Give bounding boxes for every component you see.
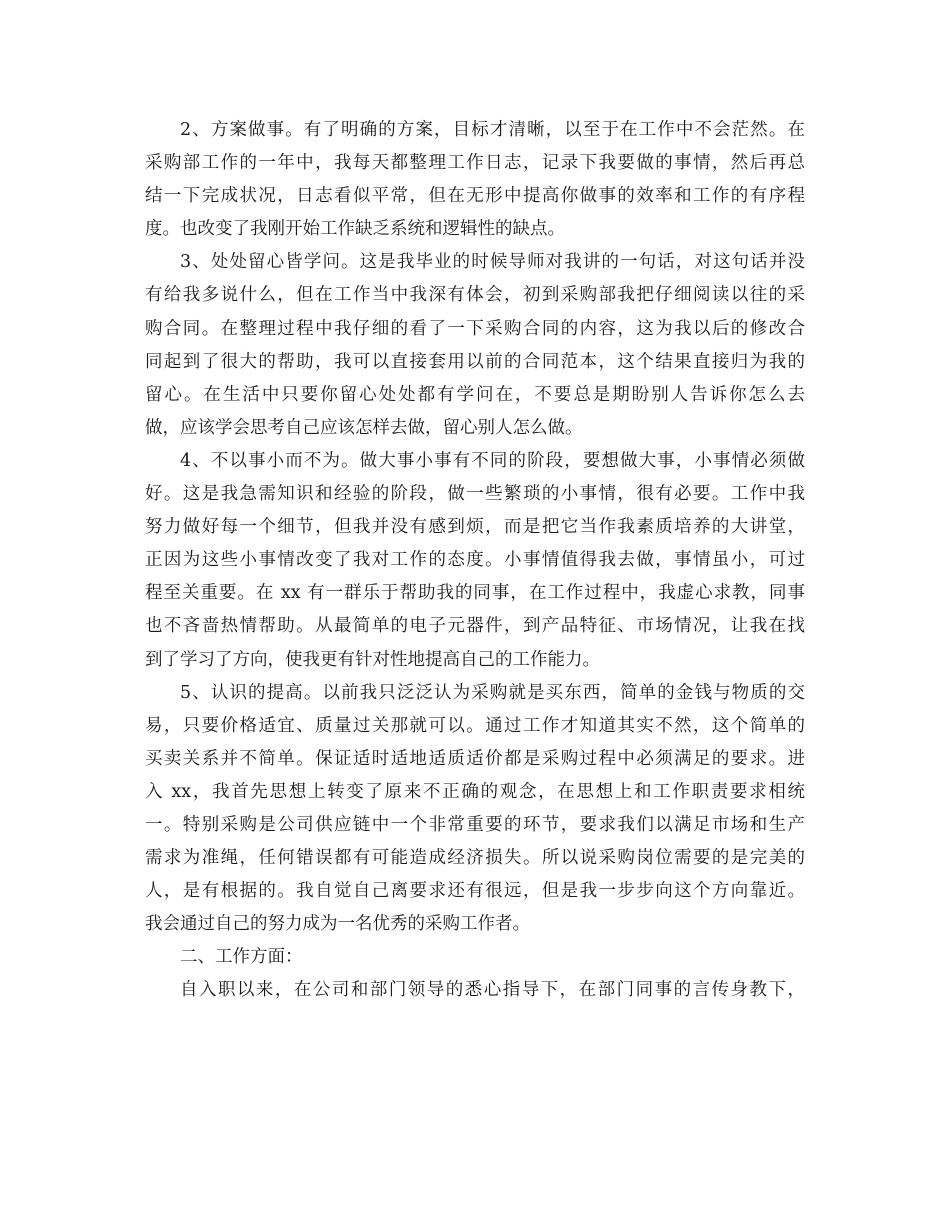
text-line: 入 xx，我首先思想上转变了原来不正确的观念，在思想上和工作职责要求相统 bbox=[145, 781, 805, 802]
text-line: 2、方案做事。有了明确的方案，目标才清晰，以至于在工作中不会茫然。在 bbox=[180, 120, 805, 140]
paragraph-small-things bbox=[145, 445, 805, 677]
text-line: 需求为准绳，任何错误都有可能造成经济损失。所以说采购岗位需要的是完美的 bbox=[145, 848, 805, 869]
text-line: 人，是有根据的。我自觉自己离要求还有很远，但是我一步步向这个方向靠近。 bbox=[145, 881, 805, 902]
text-line: 结一下完成状况，日志看似平常，但在无形中提高你做事的效率和工作的有序程 bbox=[145, 186, 805, 207]
section-heading-work bbox=[145, 941, 805, 974]
paragraph-attention-learning bbox=[145, 246, 805, 445]
text-line: 采购部工作的一年中，我每天都整理工作日志，记录下我要做的事情，然后再总 bbox=[145, 153, 805, 174]
paragraph-since-joining bbox=[145, 974, 805, 1007]
text-line: 5、认识的提高。以前我只泛泛认为采购就是买东西，简单的金钱与物质的交 bbox=[180, 682, 805, 703]
text-line: 到了学习了方向，使我更有针对性地提高自己的工作能力。 bbox=[145, 649, 600, 670]
paragraph-understanding bbox=[145, 677, 805, 942]
paragraph-plan-work bbox=[145, 114, 805, 246]
text-line: 留心。在生活中只要你留心处处都有学问在，不要总是期盼别人告诉你怎么去 bbox=[145, 384, 805, 405]
document-body bbox=[145, 114, 805, 1008]
text-line: 3、处处留心皆学问。这是我毕业的时候导师对我讲的一句话，对这句话并没 bbox=[180, 252, 805, 273]
text-line: 努力做好每一个细节，但我并没有感到烦，而是把它当作我素质培养的大讲堂， bbox=[145, 517, 805, 538]
text-line: 度。也改变了我刚开始工作缺乏系统和逻辑性的缺点。 bbox=[145, 219, 565, 240]
text-line: 买卖关系并不简单。保证适时适地适质适价都是采购过程中必须满足的要求。进 bbox=[145, 748, 805, 769]
text-line: 4、不以事小而不为。做大事小事有不同的阶段，要想做大事，小事情必须做 bbox=[180, 450, 805, 471]
text-line: 程至关重要。在 xx 有一群乐于帮助我的同事，在工作过程中，我虚心求教，同事 bbox=[145, 583, 805, 604]
text-line: 正因为这些小事情改变了我对工作的态度。小事情值得我去做，事情虽小，可过 bbox=[145, 550, 805, 571]
text-line: 同起到了很大的帮助，我可以直接套用以前的合同范本，这个结果直接归为我的 bbox=[145, 351, 805, 372]
text-line: 自入职以来，在公司和部门领导的悉心指导下，在部门同事的言传身教下， bbox=[180, 980, 805, 1001]
text-line: 做，应该学会思考自己应该怎样去做，留心别人怎么做。 bbox=[145, 417, 583, 438]
text-line: 二、工作方面： bbox=[180, 947, 303, 968]
text-line: 好。这是我急需知识和经验的阶段，做一些繁琐的小事情，很有必要。工作中我 bbox=[145, 484, 805, 505]
text-line: 我会通过自己的努力成为一名优秀的采购工作者。 bbox=[145, 914, 530, 935]
text-line: 一。特别采购是公司供应链中一个非常重要的环节，要求我们以满足市场和生产 bbox=[145, 814, 805, 835]
text-line: 有给我多说什么，但在工作当中我深有体会，初到采购部我把仔细阅读以往的采 bbox=[145, 285, 805, 306]
text-line: 也不吝啬热情帮助。从最简单的电子元器件，到产品特征、市场情况，让我在找 bbox=[145, 616, 805, 637]
text-line: 易，只要价格适宜、质量过关那就可以。通过工作才知道其实不然，这个简单的 bbox=[145, 715, 805, 736]
text-line: 购合同。在整理过程中我仔细的看了一下采购合同的内容，这为我以后的修改合 bbox=[145, 318, 805, 339]
